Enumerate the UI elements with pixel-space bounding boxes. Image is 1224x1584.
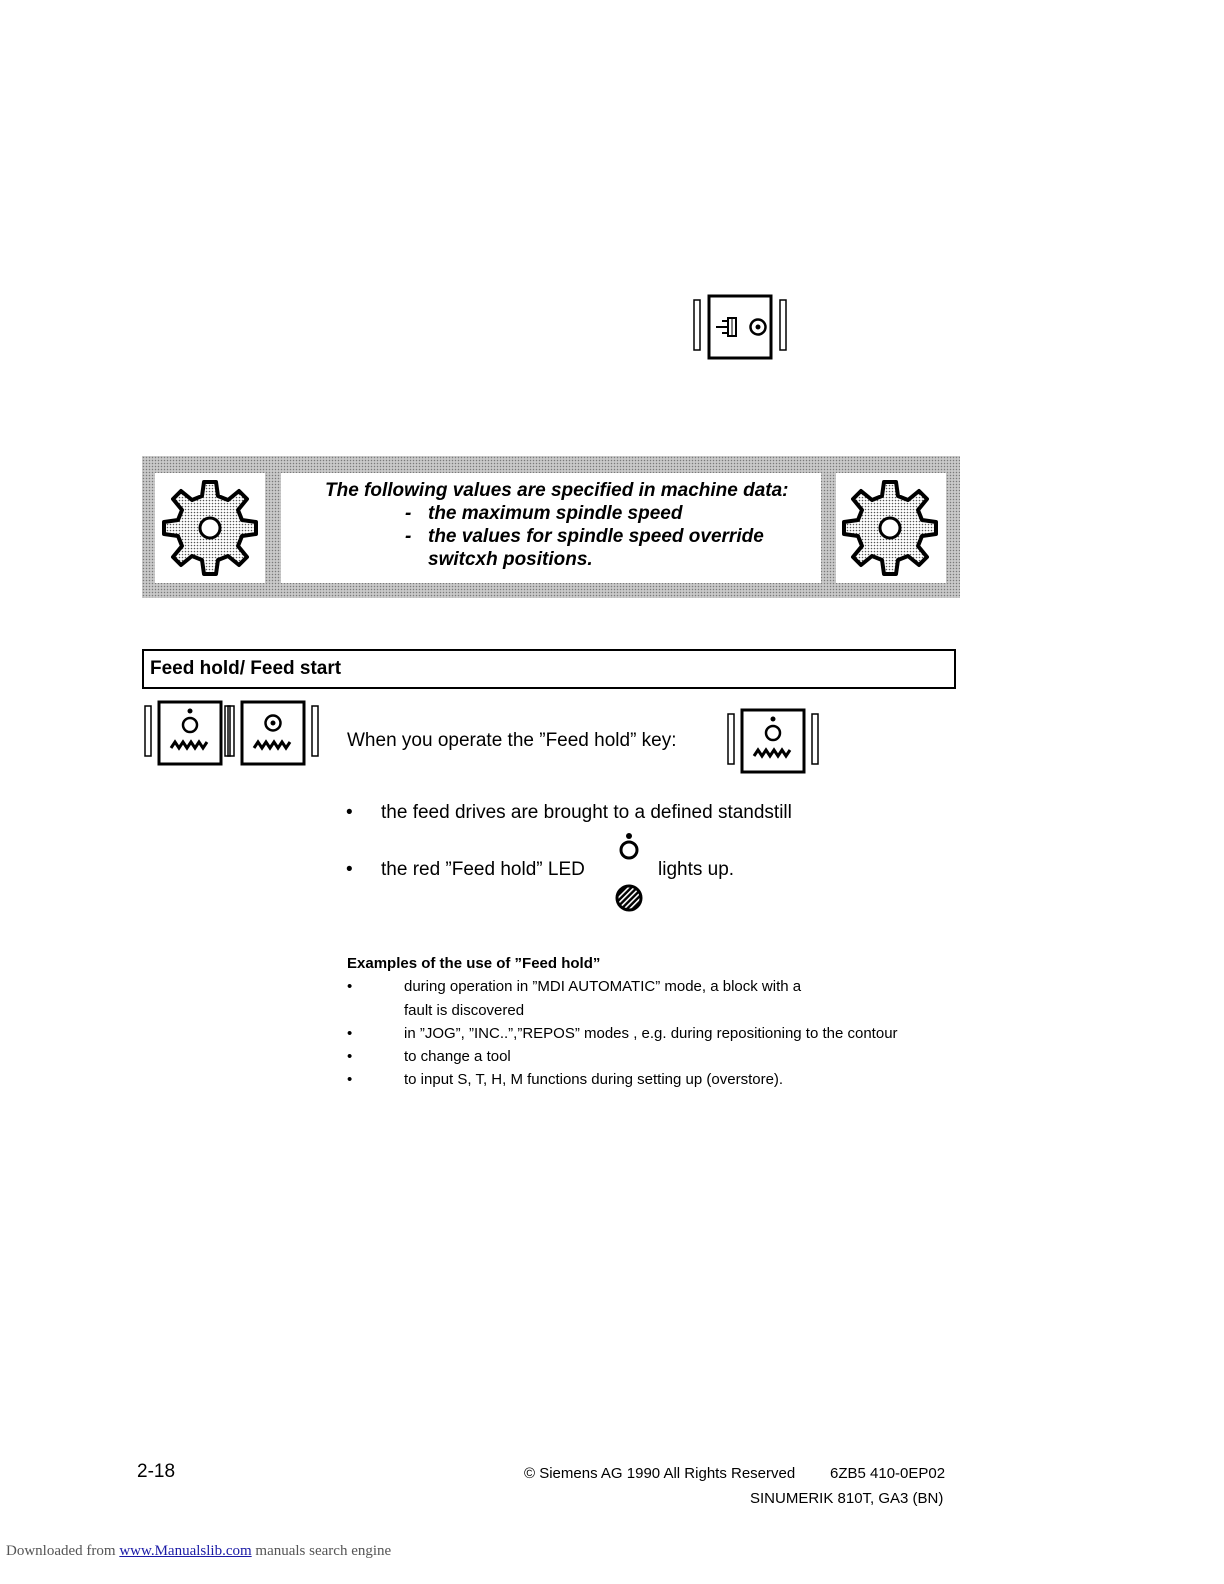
page-number: 2-18	[137, 1461, 176, 1482]
led-on-icon	[615, 883, 645, 913]
download-prefix: Downloaded from	[6, 1543, 116, 1559]
note-item-text: the values for spindle speed override	[428, 526, 764, 547]
feed-hold-intro: When you operate the ”Feed hold” key:	[347, 730, 677, 751]
gear-icon	[840, 478, 940, 578]
manualslib-link[interactable]: www.Manualslib.com	[119, 1543, 252, 1559]
note-item	[283, 525, 823, 548]
list-item-mark: •	[347, 1025, 353, 1042]
note-text	[283, 479, 823, 571]
footer-product: SINUMERIK 810T, GA3 (BN)	[750, 1490, 944, 1507]
list-item-mark: •	[347, 978, 353, 995]
note-item-continuation: switcxh positions.	[428, 549, 593, 570]
download-suffix: manuals search engine	[255, 1543, 392, 1559]
section-header	[142, 649, 956, 689]
list-item: during operation in ”MDI AUTOMATIC” mode, a block with a	[404, 978, 802, 995]
note-item	[283, 502, 823, 525]
feed-hold-key-icon	[726, 708, 822, 776]
bullet-text-after: lights up.	[658, 859, 735, 880]
note-intro: The following values are specified in machine data:	[325, 480, 789, 501]
spindle-start-key-icon	[692, 294, 792, 360]
bullet-mark: •	[346, 859, 353, 880]
list-item: to change a tool	[404, 1048, 511, 1065]
section-title: Feed hold/ Feed start	[150, 658, 342, 679]
list-item: in ”JOG”, ”INC..”,”REPOS” modes , e.g. during repositioning to the contour	[404, 1025, 898, 1042]
list-item-continuation: fault is discovered	[404, 1002, 525, 1019]
note-dash: -	[405, 526, 412, 547]
list-item: to input S, T, H, M functions during setting up (overstore).	[404, 1071, 784, 1088]
bullet-mark: •	[346, 802, 353, 823]
download-banner	[6, 1543, 391, 1560]
footer-order-number: 6ZB5 410-0EP02	[830, 1465, 946, 1482]
note-item-text: the maximum spindle speed	[428, 503, 683, 524]
examples-heading: Examples of the use of ”Feed hold”	[347, 955, 601, 972]
gear-icon	[160, 478, 260, 578]
bullet-text: the red ”Feed hold” LED	[381, 859, 585, 880]
list-item-mark: •	[347, 1048, 353, 1065]
bullet-text: the feed drives are brought to a defined standstill	[381, 802, 792, 823]
footer-copyright: © Siemens AG 1990 All Rights Reserved	[524, 1465, 796, 1482]
list-item-mark: •	[347, 1071, 353, 1088]
feed-start-key-icon	[226, 700, 322, 768]
led-off-icon	[616, 830, 644, 862]
note-dash: -	[405, 503, 412, 524]
feed-hold-key-icon	[143, 700, 231, 768]
